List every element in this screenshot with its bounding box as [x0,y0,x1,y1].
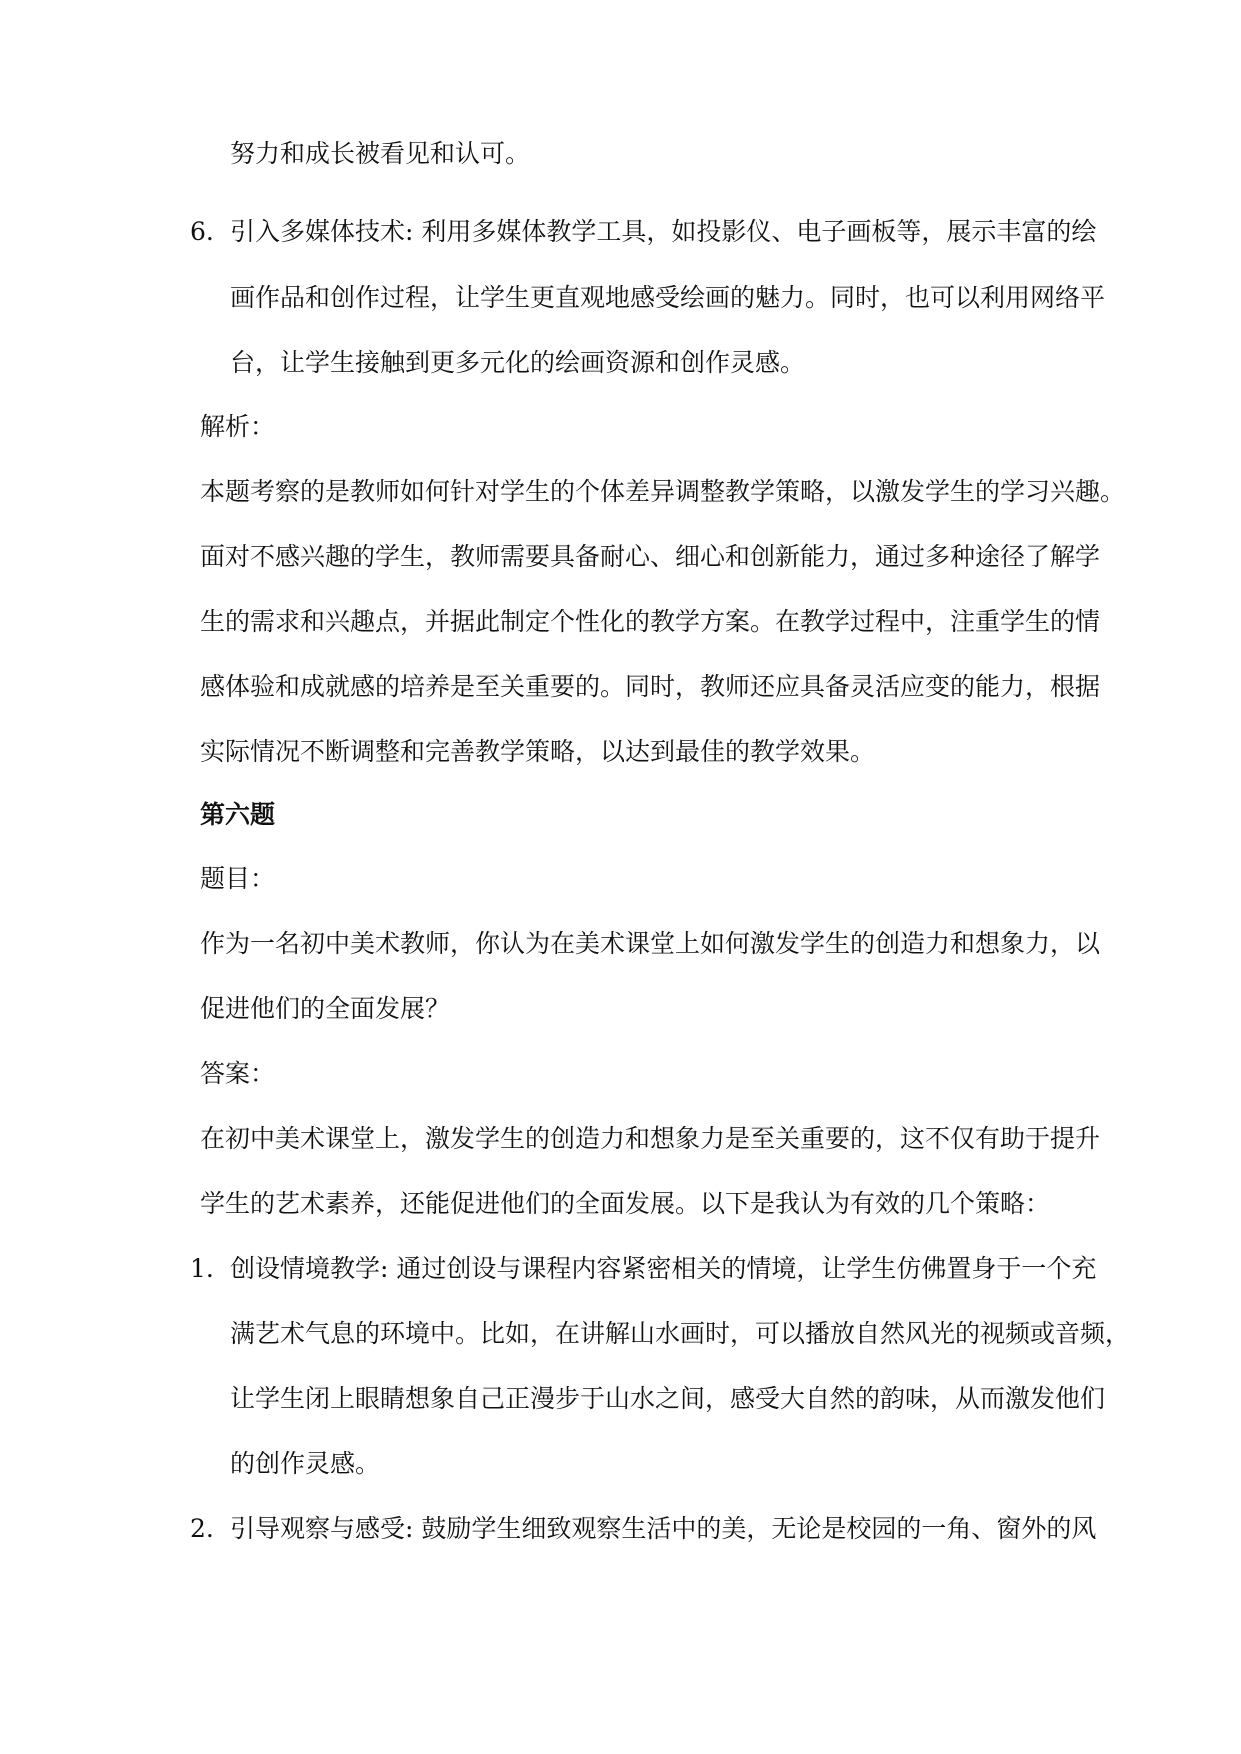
question-label: 题目： [200,864,276,893]
answer-item1-line-2: 满艺术气息的环境中。比如，在讲解山水画时，可以播放自然风光的视频或音频， [230,1319,1131,1348]
answer-intro-line-1: 在初中美术课堂上，激发学生的创造力和想象力是至关重要的，这不仅有助于提升 [200,1124,1101,1153]
question-line-1: 作为一名初中美术教师，你认为在美术课堂上如何激发学生的创造力和想象力，以 [200,929,1101,958]
analysis-line-1: 本题考察的是教师如何针对学生的个体差异调整教学策略，以激发学生的学习兴趣。 [200,477,1126,506]
answer-label: 答案： [200,1059,276,1088]
answer-item1-line-3: 让学生闭上眼睛想象自己正漫步于山水之间，感受大自然的韵味，从而激发他们 [230,1384,1106,1413]
question-line-2: 促进他们的全面发展？ [200,994,451,1023]
answer-intro-line-2: 学生的艺术素养，还能促进他们的全面发展。以下是我认为有效的几个策略： [200,1189,1051,1218]
analysis-line-2: 面对不感兴趣的学生，教师需要具备耐心、细心和创新能力，通过多种途径了解学 [200,542,1101,571]
continuation-line: 努力和成长被看见和认可。 [230,139,531,168]
answer-item2-line-1: 引导观察与感受: 鼓励学生细致观察生活中的美，无论是校园的一角、窗外的风 [230,1514,1097,1543]
item6-line-3: 台，让学生接触到更多元化的绘画资源和创作灵感。 [230,348,806,377]
item6-line-1: 引入多媒体技术: 利用多媒体教学工具，如投影仪、电子画板等，展示丰富的绘 [230,217,1097,246]
section-title: 第六题 [200,800,276,829]
analysis-line-5: 实际情况不断调整和完善教学策略，以达到最佳的教学效果。 [200,737,876,766]
analysis-line-4: 感体验和成就感的培养是至关重要的。同时，教师还应具备灵活应变的能力，根据 [200,672,1101,701]
analysis-line-3: 生的需求和兴趣点，并据此制定个性化的教学方案。在教学过程中，注重学生的情 [200,607,1101,636]
analysis-label: 解析： [200,412,276,441]
answer-item1-line-1: 创设情境教学: 通过创设与课程内容紧密相关的情境，让学生仿佛置身于一个充 [230,1254,1097,1283]
list-number-2: 2. [190,1514,214,1543]
answer-item1-line-4: 的创作灵感。 [230,1449,381,1478]
list-number-1: 1. [190,1254,214,1283]
item6-line-2: 画作品和创作过程，让学生更直观地感受绘画的魅力。同时，也可以利用网络平 [230,283,1106,312]
list-number-6: 6. [190,217,214,246]
